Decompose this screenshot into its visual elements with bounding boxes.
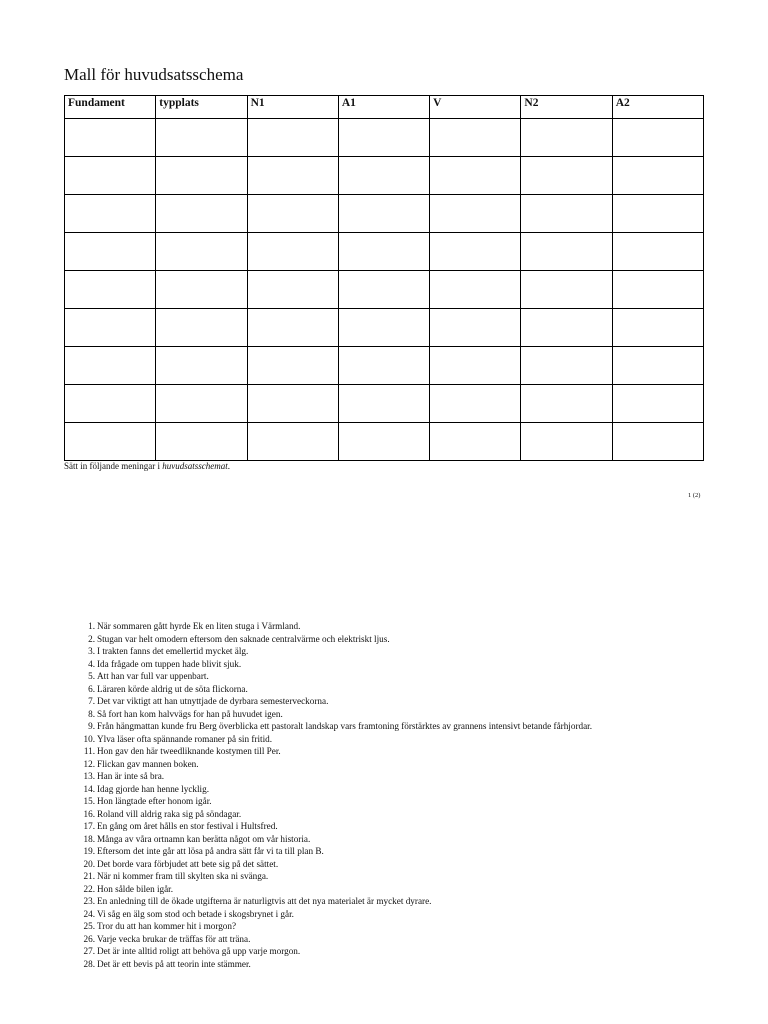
sentence-item (64, 845, 592, 858)
sentence-text: Stugan var helt omodern eftersom den saknade centralvärme och elektriskt ljus. (97, 633, 390, 644)
table-cell[interactable] (247, 233, 338, 271)
table-row (65, 423, 704, 461)
table-cell[interactable] (430, 385, 521, 423)
table-cell[interactable] (338, 423, 429, 461)
sentence-text: Från hängmattan kunde fru Berg överblicka ett pastoralt landskap vars framtoning förstärktes av grannens intensivt betande fårhjordar. (97, 721, 593, 731)
sentence-number: 6. (88, 683, 95, 694)
table-body (65, 119, 704, 461)
table-cell[interactable] (65, 271, 156, 309)
sentence-number: 23. (83, 896, 95, 906)
table-row (65, 347, 704, 385)
sentence-text: Hon sålde bilen igår. (97, 883, 174, 894)
sentence-number: 14. (83, 783, 95, 794)
instruction-suffix: . (227, 461, 230, 471)
sentence-item (64, 620, 592, 633)
sentence-number: 16. (83, 808, 95, 819)
table-cell[interactable] (430, 423, 521, 461)
table-row (65, 385, 704, 423)
table-cell[interactable] (612, 233, 703, 271)
header-fundament: Fundament (65, 96, 156, 119)
sentence-text: När sommaren gått hyrde Ek en liten stuga i Värmland. (97, 621, 301, 631)
sentence-number: 12. (83, 758, 95, 769)
table-cell[interactable] (247, 385, 338, 423)
sentence-number: 2. (88, 633, 95, 644)
table-row (65, 271, 704, 309)
sentence-text: Hon gav den här tweedliknande kostymen till Per. (97, 746, 281, 756)
sentence-item (64, 708, 592, 721)
sentence-text: Flickan gav mannen boken. (97, 758, 199, 769)
table-cell[interactable] (247, 309, 338, 347)
table-row (65, 233, 704, 271)
header-a2: A2 (612, 96, 703, 119)
sentence-number: 22. (83, 883, 95, 894)
table-cell[interactable] (65, 347, 156, 385)
table-cell[interactable] (247, 157, 338, 195)
table-row (65, 157, 704, 195)
table-cell[interactable] (338, 309, 429, 347)
table-cell[interactable] (156, 385, 247, 423)
sentence-text: En gång om året hålls en stor festival i Hultsfred. (97, 821, 278, 831)
sentence-text: Roland vill aldrig raka sig på söndagar. (97, 808, 242, 819)
sentence-item (64, 858, 592, 871)
table-cell[interactable] (156, 233, 247, 271)
sentence-text: I trakten fanns det emellertid mycket älg. (97, 646, 249, 656)
sentence-text: Det är ett bevis på att teorin inte stämmer. (97, 958, 251, 969)
table-cell[interactable] (521, 157, 612, 195)
table-cell[interactable] (338, 385, 429, 423)
sentence-text: Det borde vara förbjudet att bete sig på det sättet. (97, 858, 279, 869)
page-number: 1 (2) (688, 492, 701, 499)
table-cell[interactable] (247, 271, 338, 309)
table-cell[interactable] (612, 385, 703, 423)
table-cell[interactable] (612, 347, 703, 385)
sentence-item (64, 908, 592, 921)
sentence-number: 17. (83, 821, 95, 831)
sentence-text: Tror du att han kommer hit i morgon? (97, 921, 237, 931)
sentence-text: Så fort han kom halvvägs for han på huvudet igen. (97, 708, 283, 719)
table-cell[interactable] (521, 271, 612, 309)
sentence-number: 1. (88, 621, 95, 631)
table-cell[interactable] (430, 157, 521, 195)
sentence-item (64, 695, 592, 708)
sentence-number: 15. (83, 796, 95, 806)
table-cell[interactable] (156, 195, 247, 233)
sentence-item (64, 720, 592, 733)
sentence-number: 4. (88, 658, 95, 669)
table-cell[interactable] (338, 347, 429, 385)
table-row (65, 119, 704, 157)
sentence-text: En anledning till de ökade utgifterna är naturligtvis att det nya materialet är mycket dyrare. (97, 896, 432, 906)
table-cell[interactable] (338, 271, 429, 309)
table-cell[interactable] (612, 157, 703, 195)
sentence-text: Varje vecka brukar de träffas för att träna. (97, 933, 251, 944)
table-cell[interactable] (612, 119, 703, 157)
table-cell[interactable] (65, 119, 156, 157)
table-cell[interactable] (247, 347, 338, 385)
header-typplats: typplats (156, 96, 247, 119)
table-cell[interactable] (430, 309, 521, 347)
table-cell[interactable] (65, 309, 156, 347)
table-cell[interactable] (612, 423, 703, 461)
sentence-item (64, 920, 592, 933)
sentence-item (64, 683, 592, 696)
sentence-number: 3. (88, 646, 95, 656)
sentence-number: 28. (83, 958, 95, 969)
table-cell[interactable] (247, 423, 338, 461)
sentence-text: Hon längtade efter honom igår. (97, 796, 212, 806)
sentence-item (64, 958, 592, 971)
sentence-number: 8. (88, 708, 95, 719)
sentence-item (64, 670, 592, 683)
table-cell[interactable] (247, 119, 338, 157)
table-cell[interactable] (156, 347, 247, 385)
table-cell[interactable] (338, 195, 429, 233)
table-cell[interactable] (430, 347, 521, 385)
table-cell[interactable] (247, 195, 338, 233)
table-cell[interactable] (521, 233, 612, 271)
sentence-number: 10. (83, 733, 95, 744)
table-cell[interactable] (612, 195, 703, 233)
table-row (65, 309, 704, 347)
sentence-text: Eftersom det inte går att lösa på andra sätt får vi ta till plan B. (97, 846, 324, 856)
sentence-number: 5. (88, 671, 95, 681)
sentence-number: 25. (83, 921, 95, 931)
sentence-text: Att han var full var uppenbart. (97, 671, 209, 681)
table-cell[interactable] (65, 157, 156, 195)
table-cell[interactable] (156, 309, 247, 347)
table-cell[interactable] (521, 423, 612, 461)
sentence-item (64, 883, 592, 896)
sentence-number: 7. (88, 696, 95, 706)
table-cell[interactable] (521, 119, 612, 157)
header-a1: A1 (338, 96, 429, 119)
table-cell[interactable] (521, 347, 612, 385)
clause-schema-table (64, 95, 704, 461)
table-cell[interactable] (338, 233, 429, 271)
sentence-text: Det var viktigt att han utnyttjade de dyrbara semesterveckorna. (97, 696, 329, 706)
sentence-number: 9. (88, 721, 95, 731)
table-cell[interactable] (612, 271, 703, 309)
sentence-text: Ida frågade om tuppen hade blivit sjuk. (97, 658, 242, 669)
sentence-item (64, 770, 592, 783)
sentence-number: 18. (83, 833, 95, 844)
sentence-text: Idag gjorde han henne lycklig. (97, 783, 209, 794)
table-cell[interactable] (430, 195, 521, 233)
sentence-number: 26. (83, 933, 95, 944)
table-cell[interactable] (65, 423, 156, 461)
sentence-number: 11. (83, 746, 95, 756)
table-cell[interactable] (430, 233, 521, 271)
instruction-prefix: Sätt in följande meningar i (64, 461, 163, 471)
sentence-item (64, 633, 592, 646)
table-cell[interactable] (338, 119, 429, 157)
sentence-text: Vi såg en älg som stod och betade i skogsbrynet i går. (97, 908, 294, 919)
header-n2: N2 (521, 96, 612, 119)
table-cell[interactable] (65, 233, 156, 271)
sentence-item (64, 895, 592, 908)
sentence-item (64, 795, 592, 808)
sentence-item (64, 808, 592, 821)
table-cell[interactable] (521, 195, 612, 233)
table-cell[interactable] (430, 119, 521, 157)
table-cell[interactable] (521, 309, 612, 347)
sentence-number: 21. (83, 871, 95, 881)
sentence-text: Han är inte så bra. (97, 771, 165, 781)
table-header-row (65, 96, 704, 119)
sentence-item (64, 833, 592, 846)
table-cell[interactable] (156, 423, 247, 461)
instruction-emphasis: huvudsatsschemat (162, 461, 228, 471)
sentence-number: 13. (83, 771, 95, 781)
table-cell[interactable] (612, 309, 703, 347)
sentence-item (64, 820, 592, 833)
header-n1: N1 (247, 96, 338, 119)
table-cell[interactable] (156, 271, 247, 309)
sentence-text: Ylva läser ofta spännande romaner på sin fritid. (97, 733, 273, 744)
table-cell[interactable] (430, 271, 521, 309)
sentence-text: Många av våra ortnamn kan berätta något om vår historia. (97, 833, 311, 844)
sentence-item (64, 758, 592, 771)
sentence-item (64, 645, 592, 658)
sentence-text: När ni kommer fram till skylten ska ni svänga. (97, 871, 269, 881)
sentence-number: 19. (83, 846, 95, 856)
sentence-item (64, 945, 592, 958)
sentence-item (64, 745, 592, 758)
sentence-text: Det är inte alltid roligt att behöva gå upp varje morgon. (97, 946, 301, 956)
header-v: V (430, 96, 521, 119)
sentence-text: Läraren körde aldrig ut de söta flickorna. (97, 683, 248, 694)
sentence-item (64, 733, 592, 746)
table-cell[interactable] (65, 195, 156, 233)
sentence-item (64, 933, 592, 946)
sentence-number: 20. (83, 858, 95, 869)
sentence-item (64, 658, 592, 671)
sentence-list (64, 620, 592, 970)
document-title: Mall för huvudsatsschema (64, 65, 244, 84)
table-cell[interactable] (65, 385, 156, 423)
sentence-item (64, 870, 592, 883)
table-cell[interactable] (338, 157, 429, 195)
instruction-text (64, 460, 230, 472)
table-cell[interactable] (156, 157, 247, 195)
table-cell[interactable] (521, 385, 612, 423)
table-row (65, 195, 704, 233)
sentence-item (64, 783, 592, 796)
sentence-number: 27. (83, 946, 95, 956)
table-cell[interactable] (156, 119, 247, 157)
sentence-number: 24. (83, 908, 95, 919)
